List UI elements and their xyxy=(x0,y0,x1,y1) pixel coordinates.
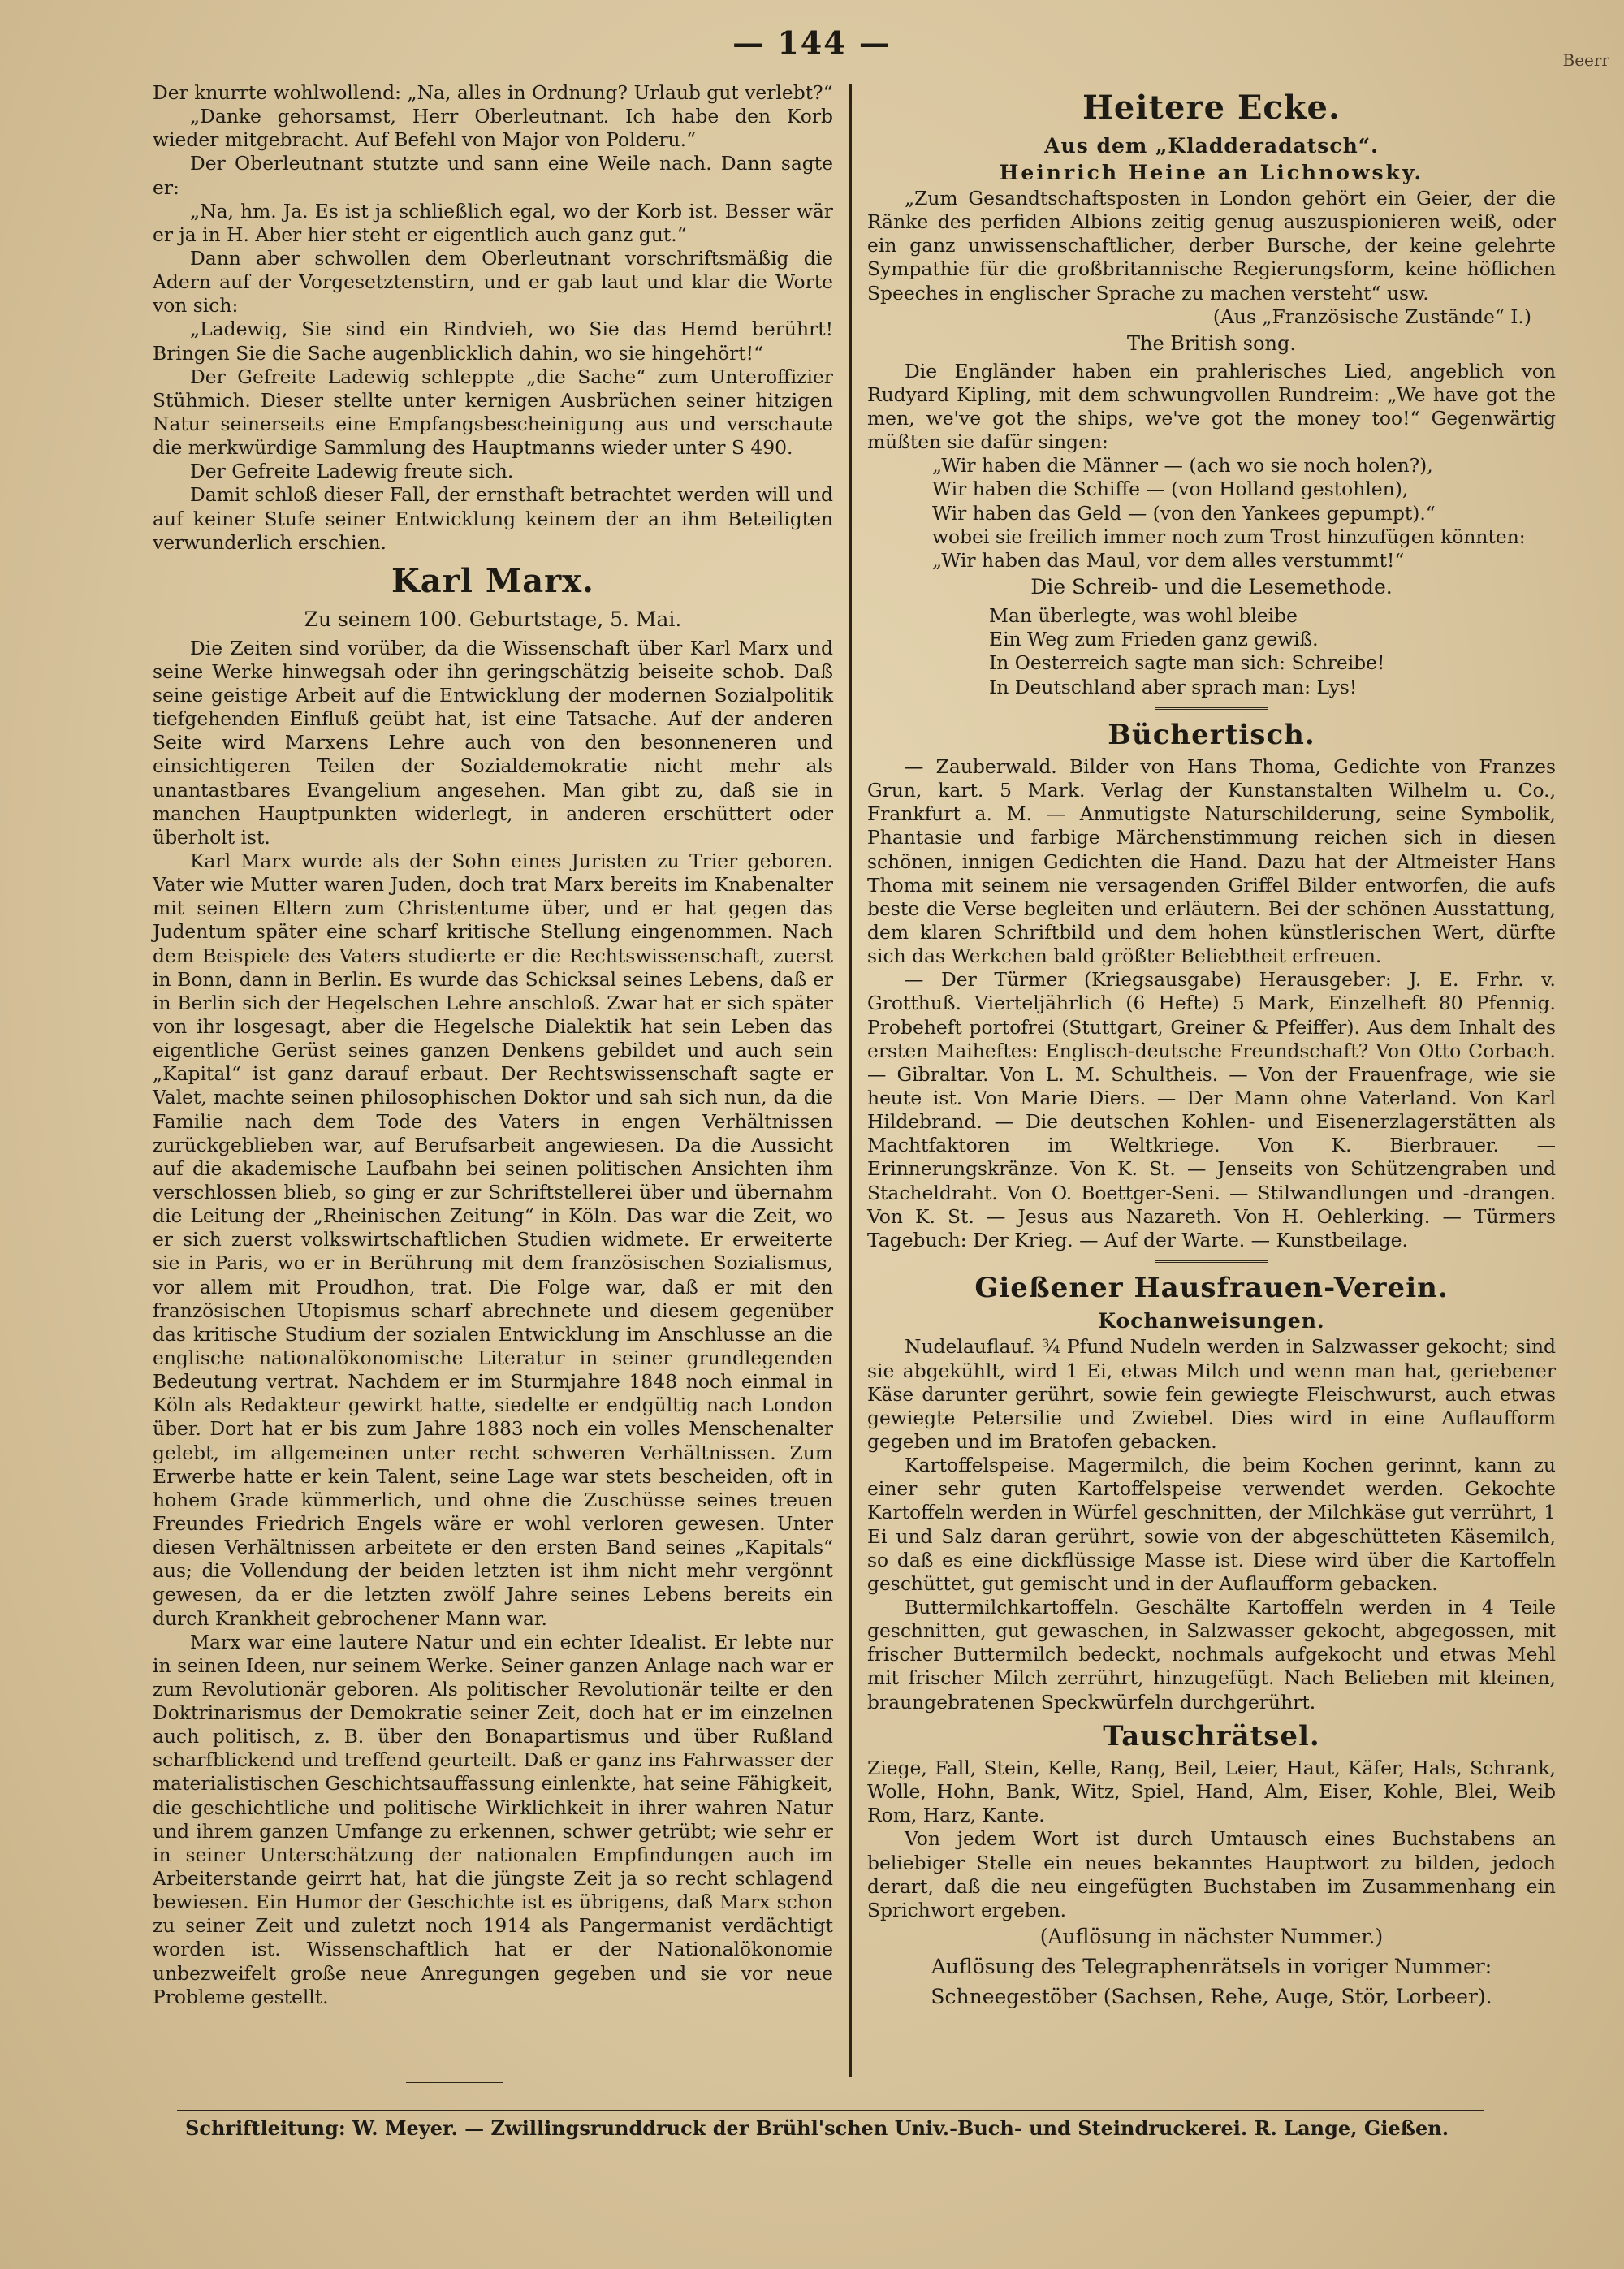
story-paragraph: Der Gefreite Ladewig schleppte „die Sache“ zum Unteroffizier Stühmich. Dieser stellte unter kernigen Ausbrüchen seiner hitzigen Natur seinerseits eine Empfangsbescheinigung aus und verschaute die merkwürdige Sammlung des Hauptmanns wieder unter S 490. xyxy=(153,365,833,460)
marx-paragraph: Marx war eine lautere Natur und ein echter Idealist. Er lebte nur in seinen Ideen, nur seinem Werke. Seiner ganzen Anlage nach war er zum Revolutionär geboren. Als politischer Revolutionär teilte er den Doktrinarismus der Demokratie seiner Zeit, doch hat er im einzelnen auch politisch, z. B. über den Bonapartismus und über Rußland scharfblickend und treffend geurteilt. Daß er ganz ins Fahrwasser der materialistischen Geschichtsauffassung einlenkte, hat seine Fähigkeit, die geschichtliche und politische Wirklichkeit in ihrer wahren Natur und ihrem ganzen Umfange zu erkennen, schwer getrübt; wie sehr er in seiner Unterschätzung der nationalen Empfindungen auch im Arbeiterstande geirrt hat, hat die jüngste Zeit ja so recht schlagend bewiesen. Ein Humor der Geschichte ist es übrigens, daß Marx schon zu seiner Zeit und zuletzt noch 1914 als Pangermanist verdächtigt worden ist. Wissenschaftlich hat er der Nationalökonomie unbezweifelt große neue Anregungen gegeben und sie vor neue Probleme gestellt. xyxy=(153,1630,833,2008)
story-paragraph: „Ladewig, Sie sind ein Rindvieh, wo Sie das Hemd berührt! Bringen Sie die Sache augenblicklich dahin, wo sie hingehört!“ xyxy=(153,318,833,365)
story-paragraph: Damit schloß dieser Fall, der ernsthaft betrachtet werden will und auf keiner Stufe seiner Entwicklung keinem der an ihm Beteiligten verwunderlich erschien. xyxy=(153,483,833,554)
solution-heading: Auflösung des Telegraphenrätsels in voriger Nummer: xyxy=(931,1955,1492,1979)
story-paragraph: „Danke gehorsamst, Herr Oberleutnant. Ich habe den Korb wieder mitgebracht. Auf Befehl von Major von Polderu.“ xyxy=(153,105,833,152)
footer-rule xyxy=(177,2110,1484,2111)
method-verse: Ein Weg zum Frieden ganz gewiß. xyxy=(989,628,1319,651)
song-verse: „Wir haben die Männer — (ach wo sie noch holen?), xyxy=(932,454,1433,478)
tauschraetsel-heading: Tauschrätsel. xyxy=(1103,1719,1320,1753)
british-song-intro: Die Engländer haben ein prahlerisches Lied, angeblich von Rudyard Kipling, mit dem schwungvollen Rundreim: „We have got the men, we've got the ships, we've got the money too!“ Gegenwärtig müßten sie dafür singen: xyxy=(867,359,1556,454)
left-column xyxy=(153,81,833,2009)
riddle-instruction: Von jedem Wort ist durch Umtausch eines Buchstabens an beliebiger Stelle ein neues bekanntes Hauptwort zu bilden, jedoch derart, daß die neu eingefügten Buchstaben im Zusammenhang ein Sprichwort ergeben. xyxy=(867,1827,1556,1921)
song-verse: Wir haben die Schiffe — (von Holland gestohlen), xyxy=(932,478,1409,501)
heitere-ecke-heading: Heitere Ecke. xyxy=(1082,89,1341,127)
recipe: Buttermilchkartoffeln. Geschälte Kartoffeln werden in 4 Teile geschnitten, gut gewaschen, in Salzwasser gekocht, abgegossen, mit frischer Buttermilch bedeckt, nochmals aufgekocht und etwas Mehl mit frischer Milch zerrührt, hinzugefügt. Nach Belieben mit kleinen, braungebratenen Speckwürfeln durchgerührt. xyxy=(867,1596,1556,1714)
section-divider xyxy=(1155,707,1268,710)
song-verse: „Wir haben das Maul, vor dem alles verstummt!“ xyxy=(932,548,1405,572)
heine-heading: Heinrich Heine an Lichnowsky. xyxy=(999,160,1424,184)
book-review: — Der Türmer (Kriegsausgabe) Herausgeber: J. E. Frhr. v. Grotthuß. Vierteljährlich (6 Hefte) 5 Mark, Einzelheft 80 Pfennig. Probeheft portofrei (Stuttgart, Greiner & Pfeiffer). Aus dem Inhalt des ersten Maiheftes: Englisch-deutsche Freundschaft? Von Otto Corbach. — Gibraltar. Von L. M. Schultheis. — Von der Frauenfrage, wie sie heute ist. Von Marie Diers. — Der Mann ohne Vaterland. Von Karl Hildebrand. — Die deutschen Kohlen- und Eisenerzlagerstätten als Machtfaktoren im Weltkriege. Von K. Bierbrauer. — Erinnerungskränze. Von K. St. — Jenseits von Schützengraben und Stacheldraht. Von O. Boettger-Seni. — Stilwandlungen und -drangen. Von K. St. — Jesus aus Nazareth. Von H. Oehlerking. — Türmers Tagebuch: Der Krieg. — Auf der Warte. — Kunstbeilage. xyxy=(867,968,1556,1251)
solution-text: Schneegestöber (Sachsen, Rehe, Auge, Stör, Lorbeer). xyxy=(931,1985,1492,2009)
marx-paragraph: Karl Marx wurde als der Sohn eines Juristen zu Trier geboren. Vater wie Mutter waren Juden, doch trat Marx bereits im Knabenalter mit seinen Eltern zum Christentume über, und er hat gegen das Judentum später eine scharf kritische Stellung eingenommen. Nach dem Beispiele des Vaters studierte er die Rechtswissenschaft, zuerst in Bonn, dann in Berlin. Es wurde das Schicksal seines Lebens, daß er in Berlin sich der Hegelschen Lehre anschloß. Zwar hat er sich später von ihr losgesagt, aber die Hegelsche Dialektik hat sein Leben das eigentliche Gerüst seines ganzen Denkens gebildet und auch sein „Kapital“ ist ganz darauf erbaut. Der Rechtswissenschaft sagte er Valet, machte seinen philosophischen Doktor und sah sich nun, da die Familie nach dem Tode des Vaters in engen Verhältnissen zurückgeblieben war, auf Berufsarbeit angewiesen. Da die Aussicht auf die akademische Laufbahn bei seinen politischen Ansichten ihm verschlossen blieb, so ging er zur Schriftstellerei über und übernahm die Leitung der „Rheinischen Zeitung“ in Köln. Das war die Zeit, wo er sich zuerst volkswirtschaftlichen Studien widmete. Er erweiterte sie in Paris, wo er in Berührung mit dem französischen Sozialismus, vor allem mit Proudhon, trat. Die Folge war, daß er mit den französischen Utopismus scharf abrechnete und diesem gegenüber das kritische Studium der sozialen Entwicklung im Anschlusse an die englische nationalökonomische Literatur in seiner grundlegenden Bedeutung vertrat. Nachdem er im Sturmjahre 1848 noch einmal in Köln als Redakteur gewirkt hatte, siedelte er endgültig nach London über. Dort hat er bis zum Jahre 1883 noch ein volles Menschenalter gelebt, im allgemeinen unter recht schweren Verhältnissen. Zum Erwerbe hatte er kein Talent, seine Lage war stets bescheiden, oft in hohem Grade kümmerlich, und ohne die Zuschüsse seines treuen Freundes Friedrich Engels wäre er wohl verloren gewesen. Unter diesen Verhältnissen arbeitete er den ersten Band seines „Kapitals“ aus; die Vollendung der beiden letzten ist ihm nicht mehr vergönnt gewesen, da er die letzten zwölf Jahre seines Lebens bereits ein durch Krankheit gebrochener Mann war. xyxy=(153,849,833,1630)
method-verse: In Deutschland aber sprach man: Lys! xyxy=(989,675,1358,698)
method-verse: In Oesterreich sagte man sich: Schreibe! xyxy=(989,651,1385,675)
story-paragraph: Der Oberleutnant stutzte und sann eine Weile nach. Dann sagte er: xyxy=(153,152,833,199)
method-verse: Man überlegte, was wohl bleibe xyxy=(989,604,1298,628)
heine-quote: „Zum Gesandtschaftsposten in London gehört ein Geier, der die Ränke des perfiden Albions zeitig genug auszuspionieren weiß, oder ein ganz unwissenschaftlicher, derber Bursche, der keine gelehrte Sympathie für die großbritannische Regierungsform, keine höflichen Speeches in englischer Sprache zu machen versteht“ usw. xyxy=(867,187,1556,305)
marx-subheading: Zu seinem 100. Geburtstage, 5. Mai. xyxy=(304,607,682,631)
story-paragraph: Der Gefreite Ladewig freute sich. xyxy=(190,460,514,483)
riddle-words: Ziege, Fall, Stein, Kelle, Rang, Beil, Leier, Haut, Käfer, Hals, Schrank, Wolle, Hohn, Bank, Witz, Spiel, Hand, Alm, Eiser, Kohle, Blei, Weib Rom, Harz, Kante. xyxy=(867,1757,1556,1827)
song-verse: wobei sie freilich immer noch zum Trost hinzufügen könnten: xyxy=(932,525,1526,548)
marx-heading: Karl Marx. xyxy=(391,561,594,600)
hausfrauen-heading: Gießener Hausfrauen-Verein. xyxy=(974,1272,1449,1304)
british-song-heading: The British song. xyxy=(1126,331,1297,355)
heine-attribution: (Aus „Französische Zustände“ I.) xyxy=(1212,305,1531,328)
corner-stamp: Beerr xyxy=(1562,50,1609,70)
section-divider xyxy=(1155,1260,1268,1263)
recipe: Kartoffelspeise. Magermilch, die beim Kochen gerinnt, kann zu einer sehr guten Kartoffelspeise verwendet werden. Gekochte Kartoffeln werden in Würfel geschnitten, der Milchkäse gut verrührt, 1 Ei und Salz daran gerührt, sowie von der abgeschütteten Käsemilch, so daß es eine dickflüssige Masse ist. Diese wird über die Kartoffeln geschüttet, gut gemischt und in der Auflaufform gebacken. xyxy=(867,1454,1556,1595)
footer-ornament xyxy=(406,2081,503,2083)
column-rule xyxy=(849,84,852,2077)
story-paragraph: „Na, hm. Ja. Es ist ja schließlich egal, wo der Korb ist. Besser wär er ja in H. Aber hier steht er eigentlich auch ganz gut.“ xyxy=(153,199,833,246)
heitere-source: Aus dem „Kladderadatsch“. xyxy=(1044,133,1379,158)
method-heading: Die Schreib- und die Lesemethode. xyxy=(1030,575,1393,599)
imprint: Schriftleitung: W. Meyer. — Zwillingsrunddruck der Brühl'schen Univ.-Buch- und Steindruckerei. R. Lange, Gießen. xyxy=(185,2116,1449,2140)
page-number: — 144 — xyxy=(732,24,892,61)
riddle-note: (Auflösung in nächster Nummer.) xyxy=(1039,1925,1384,1949)
story-paragraph: Dann aber schwollen dem Oberleutnant vorschriftsmäßig die Adern auf der Vorgesetztenstirn, und er gab laut und klar die Worte von sich: xyxy=(153,246,833,318)
recipe: Nudelauflauf. ¾ Pfund Nudeln werden in Salzwasser gekocht; sind sie abgekühlt, wird 1 Ei, etwas Milch und wenn man hat, geriebener Käse darunter gerührt, sowie fein gewiegte Fleischwurst, auch etwas gewiegte Petersilie und Zwiebel. Dies wird in eine Auflaufform gegeben und im Bratofen gebacken. xyxy=(867,1335,1556,1454)
book-review: — Zauberwald. Bilder von Hans Thoma, Gedichte von Franzes Grun, kart. 5 Mark. Verlag der Kunstanstalten Wilhelm u. Co., Frankfurt a. M. — Anmutigste Naturschilderung, seine Symbolik, Phantasie und farbige Märchenstimmung reichen sich in diesen schönen, innigen Gedichten die Hand. Dazu hat der Altmeister Hans Thoma mit seinem nie versagenden Griffel Bilder entworfen, die aufs beste die Verse begleiten und erläutern. Bei der schönen Ausstattung, dem klaren Schriftbild und dem hohen künstlerischen Wert, dürfte sich das Werkchen bald größter Beliebtheit erfreuen. xyxy=(867,755,1556,968)
kochanweisungen-heading: Kochanweisungen. xyxy=(1098,1309,1325,1333)
story-paragraph: Der knurrte wohlwollend: „Na, alles in Ordnung? Urlaub gut verlebt?“ xyxy=(153,81,833,104)
song-verse: Wir haben das Geld — (von den Yankees gepumpt).“ xyxy=(932,501,1436,525)
marx-paragraph: Die Zeiten sind vorüber, da die Wissenschaft über Karl Marx und seine Werke hinwegsah oder ihn geringschätzig beiseite schob. Daß seine geistige Arbeit auf die Entwicklung der modernen Sozialpolitik tiefgehenden Einfluß geübt hat, ist eine Tatsache. Auf der anderen Seite wird Marxens Lehre auch von den besonneneren und einsichtigeren Teilen der Sozialdemokratie nicht mehr als unantastbares Evangelium angesehen. Man gibt zu, daß sie in manchen Hauptpunkten widerlegt, in anderen erschüttert oder überholt ist. xyxy=(153,636,833,849)
right-column xyxy=(867,81,1556,2014)
buechertisch-heading: Büchertisch. xyxy=(1108,718,1315,751)
